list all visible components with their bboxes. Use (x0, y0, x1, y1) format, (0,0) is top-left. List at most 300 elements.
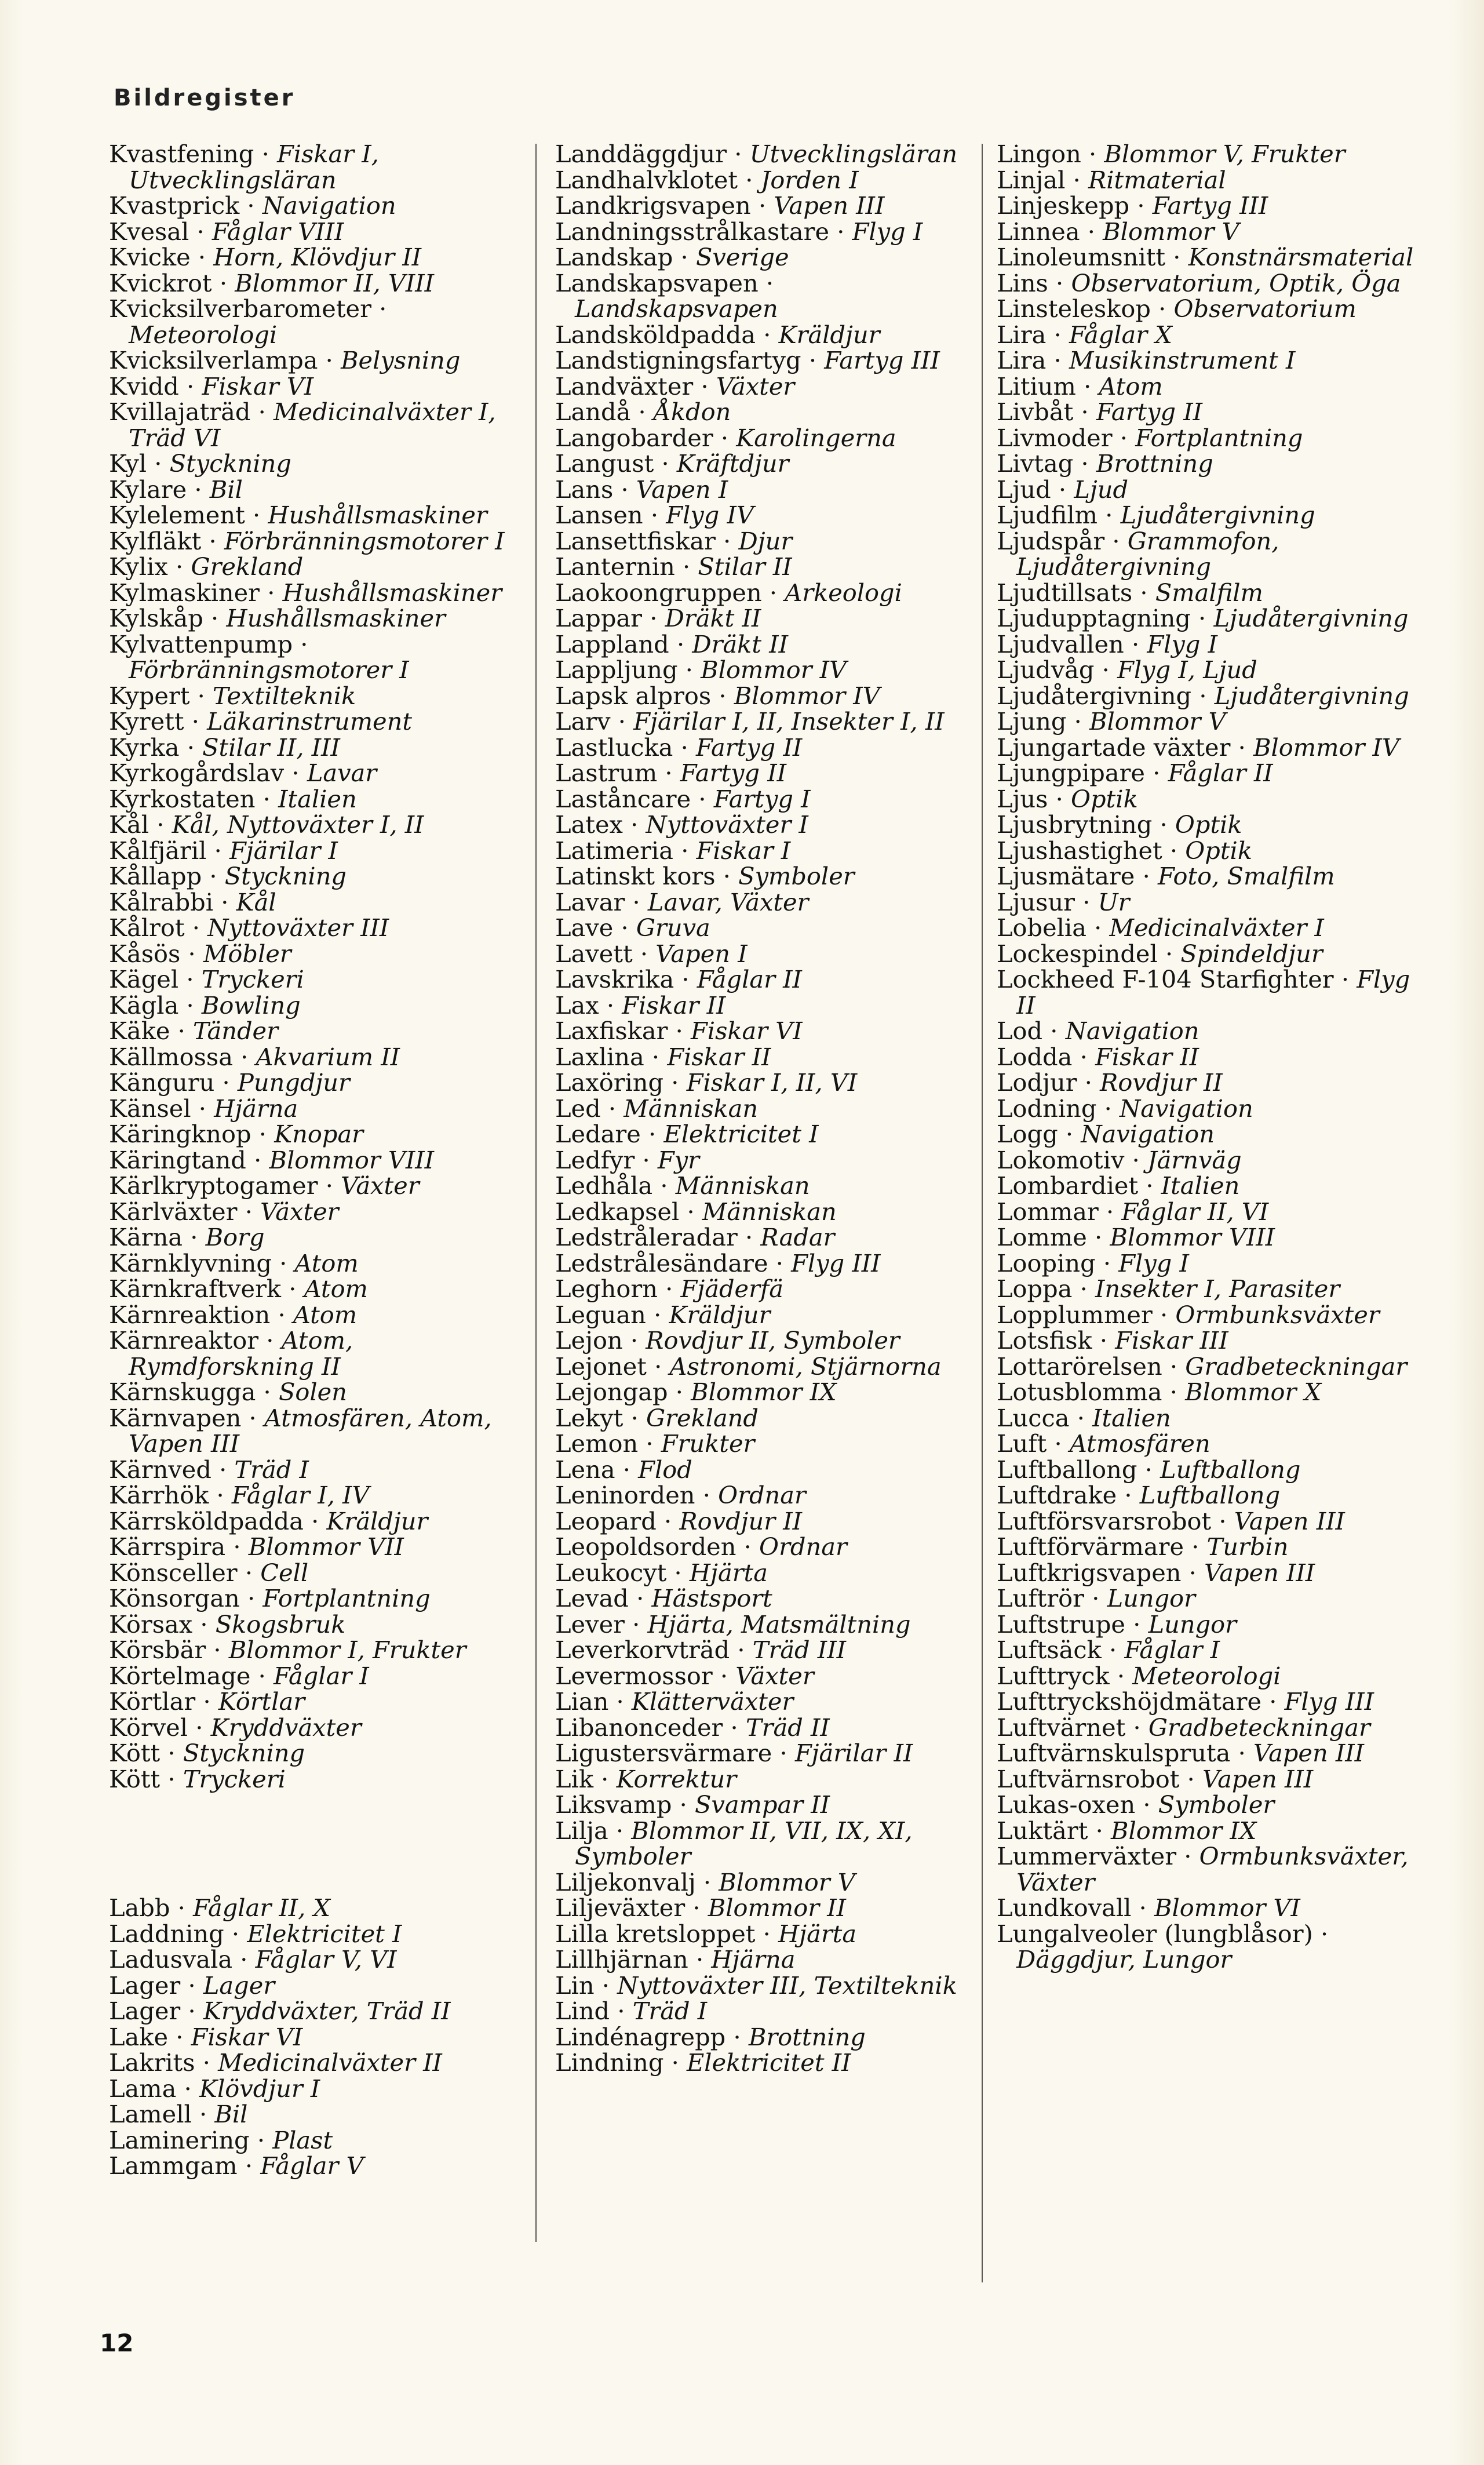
index-entry (997, 1225, 1414, 1251)
entry-separator: · (1069, 1403, 1093, 1432)
entry-references: Kräftdjur (676, 449, 789, 478)
entry-separator: · (237, 2151, 261, 2180)
entry-references: Sverige (695, 243, 789, 271)
entry-separator: · (1075, 887, 1098, 916)
entry-references: Optik (1185, 836, 1252, 865)
entry-separator: · (178, 372, 202, 400)
entry-separator: · (212, 268, 235, 297)
entry-references: Flyg I (1118, 1248, 1189, 1277)
entry-references: Landskapsvapen (575, 294, 778, 323)
index-entry (555, 1483, 972, 1509)
index-entry (997, 941, 1414, 967)
entry-term: Leopoldsorden (555, 1532, 736, 1561)
entry-term: Kvastfening (109, 140, 254, 168)
index-entry (109, 1998, 526, 2025)
entry-term: Lama (109, 2074, 177, 2103)
index-entry (555, 760, 972, 787)
entry-separator: · (1124, 1145, 1147, 1174)
entry-references: Blommor VIII (269, 1145, 435, 1174)
index-entry (997, 348, 1414, 374)
entry-references: Flyg IV (666, 501, 754, 529)
entry-references: Grekland (191, 552, 304, 581)
entry-term: Kärnved (109, 1455, 212, 1484)
index-entry (997, 399, 1414, 425)
entry-term: Lejonet (555, 1352, 647, 1381)
entry-term: Kvicke (109, 243, 191, 271)
entry-separator: · (1184, 1532, 1207, 1561)
index-entry (109, 1044, 526, 1071)
entry-references: Kål, Nyttoväxter I, II (172, 810, 424, 839)
entry-references: Fiskar VI (202, 372, 314, 400)
entry-term: Kyrkogårdslav (109, 759, 285, 787)
entry-references: Växter (716, 372, 795, 400)
entry-term: Litium (997, 372, 1076, 400)
entry-references: Atom, Rymdforskning II (129, 1326, 361, 1381)
entry-term: Livtag (997, 449, 1074, 478)
entry-separator: · (209, 1481, 232, 1509)
index-entry (997, 887, 1414, 916)
index-entry (997, 784, 1414, 813)
entry-references: Atom (293, 1300, 358, 1329)
entry-references: Pungdjur (237, 1068, 350, 1097)
entry-references: Horn, Klövdjur II (213, 243, 422, 271)
entry-references: Grekland (646, 1403, 759, 1432)
entry-references: Däggdjur, Lungor (1016, 1945, 1232, 1974)
index-entry (109, 399, 526, 451)
index-entry (555, 1354, 972, 1380)
entry-references: Tryckeri (183, 1764, 286, 1793)
index-entry (109, 554, 526, 580)
entry-separator: · (1176, 1842, 1199, 1870)
index-entry (109, 629, 526, 684)
column-divider (535, 144, 537, 2242)
entry-separator: · (685, 1894, 708, 1922)
entry-references: Styckning (169, 449, 291, 478)
index-entry (555, 1070, 972, 1096)
entry-separator: · (668, 1017, 691, 1045)
entry-term: Lansen (555, 501, 643, 529)
entry-separator: · (1150, 294, 1174, 323)
entry-term: Ljung (997, 707, 1067, 736)
entry-references: Atom (1099, 372, 1163, 400)
entry-references: Italien (278, 784, 357, 813)
entry-term: Lindénagrepp (555, 2022, 726, 2051)
index-entry (555, 784, 972, 813)
entry-term: Ledstrålesändare (555, 1248, 768, 1277)
entry-separator: · (1051, 475, 1074, 504)
entry-term: Lin (555, 1971, 595, 2000)
entry-references: Fiskar I, Utvecklingsläran (129, 140, 387, 194)
entry-separator: · (622, 810, 646, 839)
entry-separator: · (1230, 1739, 1253, 1767)
entry-term: Lingon (997, 140, 1081, 168)
entry-separator: · (303, 1506, 327, 1535)
entry-references: Arkeologi (785, 578, 902, 607)
index-entry (109, 1483, 526, 1509)
entry-term: Ljusur (997, 887, 1075, 916)
index-entry (109, 993, 526, 1019)
entry-separator: · (188, 1713, 211, 1742)
index-entry (555, 1867, 972, 1896)
entry-term: Lockheed F-104 Starfighter (997, 965, 1334, 993)
entry-term: Källmossa (109, 1042, 233, 1071)
entry-separator: · (237, 1197, 261, 1226)
entry-separator: · (214, 1068, 238, 1097)
entry-separator: · (756, 320, 779, 349)
entry-term: Könsorgan (109, 1584, 240, 1612)
entry-term: Laminering (109, 2125, 250, 2154)
entry-separator: · (256, 1378, 279, 1406)
entry-separator: · (203, 604, 227, 632)
entry-term: Lemon (555, 1429, 639, 1458)
entry-term: Linjeskepp (997, 191, 1130, 220)
entry-term: Lammgam (109, 2151, 238, 2180)
entry-references: Träd III (752, 1636, 846, 1664)
index-entry (555, 1225, 972, 1251)
entry-term: Logg (997, 1120, 1058, 1148)
entry-term: Liksvamp (555, 1790, 672, 1819)
entry-term: Lomme (997, 1223, 1087, 1251)
entry-term: Livmoder (997, 423, 1113, 452)
entry-references: Optik (1071, 784, 1138, 813)
index-entry (555, 193, 972, 219)
entry-references: Järnväg (1147, 1145, 1242, 1174)
entry-references: Atom (304, 1275, 368, 1303)
entry-separator: · (260, 578, 283, 607)
entry-term: Langust (555, 449, 654, 478)
entry-references: Musikinstrument I (1069, 346, 1296, 374)
entry-separator: · (1333, 965, 1357, 993)
entry-references: Fjärilar I (229, 836, 338, 865)
entry-separator: · (593, 1764, 617, 1793)
entry-term: Leninorden (555, 1481, 695, 1509)
index-entry (109, 2153, 526, 2179)
entry-term: Kålfjäril (109, 836, 207, 865)
entry-references: Observatorium, Optik, Öga (1071, 268, 1401, 297)
entry-term: Ljungpipare (997, 759, 1145, 787)
index-entry (555, 1764, 972, 1793)
entry-references: Fåglar II (697, 965, 802, 993)
index-entry (109, 887, 526, 916)
entry-term: Lapsk alpros (555, 681, 712, 710)
entry-term: Ljudåtergivning (997, 681, 1192, 710)
entry-references: Dräkt II (665, 604, 761, 632)
index-entry (109, 1741, 526, 1767)
entry-separator: · (1086, 913, 1110, 942)
index-entry (109, 374, 526, 400)
entry-references: Fiskar II (667, 1042, 771, 1071)
index-entry (109, 1379, 526, 1406)
index-entry (997, 760, 1414, 787)
entry-term: Laxlina (555, 1042, 644, 1071)
entry-separator: · (1165, 243, 1188, 271)
entry-references: Ritmaterial (1088, 165, 1226, 194)
index-entry (555, 399, 972, 425)
entry-separator: · (250, 1661, 274, 1690)
entry-separator: · (1075, 372, 1099, 400)
entry-separator: · (638, 1429, 661, 1458)
index-entry (109, 1122, 526, 1148)
entry-references: Lungor (1148, 1610, 1237, 1639)
entry-references: Nyttoväxter I (646, 810, 808, 839)
index-entry (555, 1122, 972, 1148)
entry-term: Lansettfiskar (555, 526, 716, 555)
entry-separator: · (613, 475, 636, 504)
entry-separator: · (677, 656, 701, 684)
entry-references: Rovdjur II (1100, 1068, 1223, 1097)
entry-separator: · (1137, 1455, 1161, 1484)
index-entry (555, 1715, 972, 1741)
entry-separator: · (1135, 1790, 1158, 1819)
index-entry (997, 503, 1414, 529)
entry-separator: · (1101, 1636, 1125, 1664)
entry-term: Leverkorvträd (555, 1636, 730, 1664)
entry-separator: · (768, 1248, 792, 1277)
index-entry (555, 477, 972, 503)
entry-separator: · (170, 1017, 194, 1045)
entry-term: Lokomotiv (997, 1145, 1125, 1174)
entry-references: Blommor X (1185, 1378, 1322, 1406)
entry-term: Körsax (109, 1610, 193, 1639)
index-entry (555, 1973, 972, 1999)
entry-separator: · (1162, 1378, 1186, 1406)
entry-term: Landsköldpadda (555, 320, 756, 349)
entry-separator: · (1094, 656, 1118, 684)
index-entry (555, 1506, 972, 1535)
index-entry (555, 864, 972, 890)
entry-term: Kål (109, 810, 150, 839)
entry-separator: · (758, 268, 782, 297)
entry-term: Ljusbrytning (997, 810, 1153, 839)
entry-references: Styckning (224, 862, 347, 890)
entry-term: Lavar (555, 887, 625, 916)
index-entry (555, 526, 972, 555)
entry-references: Lavar, Växter (647, 887, 809, 916)
entry-references: Människan (675, 1171, 810, 1200)
entry-separator: · (695, 1867, 719, 1896)
entry-term: Libanonceder (555, 1713, 723, 1742)
entry-term: Luft (997, 1429, 1047, 1458)
index-entry (109, 219, 526, 245)
index-entry (555, 993, 972, 1019)
entry-separator: · (673, 733, 696, 762)
index-entry (997, 1663, 1414, 1690)
index-entry (109, 1145, 526, 1174)
entry-references: Körtlar (218, 1687, 305, 1716)
entry-term: Luftdrake (997, 1481, 1117, 1509)
entry-separator: · (594, 1971, 618, 2000)
entry-references: Flyg I (852, 217, 923, 246)
entry-references: Flyg II (1016, 965, 1418, 1020)
entry-term: Landstigningsfartyg (555, 346, 801, 374)
index-entry (555, 268, 972, 323)
entry-term: Käringknop (109, 1120, 251, 1148)
entry-references: Fiskar I (696, 836, 791, 865)
entry-separator: · (608, 1816, 632, 1845)
entry-term: Luftvärnsrobot (997, 1764, 1180, 1793)
entry-separator: · (1312, 1919, 1336, 1948)
entry-separator: · (189, 681, 213, 710)
index-entry (555, 812, 972, 838)
entry-references: Bowling (201, 991, 301, 1020)
entry-references: Lager (203, 1971, 275, 2000)
entry-separator: · (1117, 1481, 1140, 1509)
entry-term: Körvel (109, 1713, 188, 1742)
entry-term: Kålrabbi (109, 887, 214, 916)
index-entry (109, 760, 526, 787)
index-entry (997, 1741, 1414, 1767)
entry-references: Vapen III (1202, 1764, 1314, 1793)
entry-references: Ljudåtergivning (1120, 501, 1315, 529)
entry-separator: · (168, 2022, 191, 2051)
entry-separator: · (1048, 784, 1071, 813)
index-entry (997, 1560, 1414, 1586)
index-entry (555, 1663, 972, 1690)
entry-term: Luftkrigsvapen (997, 1558, 1182, 1587)
entry-references: Radar (760, 1223, 835, 1251)
entry-separator: · (1065, 165, 1089, 194)
entry-separator: · (1080, 217, 1103, 246)
entry-separator: · (642, 604, 665, 632)
entry-separator: · (688, 1945, 712, 1974)
entry-references: Brottning (1096, 449, 1213, 478)
entry-term: Linsteleskop (997, 294, 1151, 323)
index-entry (555, 915, 972, 941)
entry-term: Lavett (555, 939, 633, 968)
entry-separator: · (224, 1919, 247, 1948)
index-entry (109, 348, 526, 374)
entry-term: Luktärt (997, 1816, 1088, 1845)
entry-term: Lastlucka (555, 733, 673, 762)
entry-term: Laddning (109, 1919, 224, 1948)
entry-separator: · (646, 1300, 669, 1329)
entry-references: Jorden I (760, 165, 859, 194)
entry-references: Träd I (234, 1455, 309, 1484)
entry-references: Rovdjur II, Symboler (646, 1326, 900, 1355)
entry-references: Foto, Smalfilm (1157, 862, 1335, 890)
entry-separator: · (761, 578, 785, 607)
entry-separator: · (180, 1997, 203, 2025)
entry-separator: · (206, 1636, 229, 1664)
entry-separator: · (1096, 1094, 1120, 1123)
index-entry (555, 1173, 972, 1199)
entry-separator: · (195, 2048, 218, 2077)
index-entry (997, 165, 1414, 194)
index-entry (109, 1506, 526, 1535)
entry-references: Brottning (748, 2022, 866, 2051)
entry-references: Ur (1097, 887, 1130, 916)
entry-references: Medicinalväxter I, Träd VI (129, 398, 504, 452)
entry-term: Kärnreaktion (109, 1300, 271, 1329)
index-entry (109, 1973, 526, 1999)
entry-separator: · (1132, 578, 1155, 607)
entry-term: Ljungartade växter (997, 733, 1231, 762)
index-column-1 (109, 141, 526, 2179)
entry-references: Vapen I (636, 475, 728, 504)
entry-separator: · (183, 1223, 206, 1251)
index-entry (997, 606, 1414, 632)
entry-separator: · (669, 629, 692, 658)
entry-separator: · (654, 449, 677, 478)
entry-references: Elektricitet II (687, 2048, 851, 2077)
entry-term: Lockespindel (997, 939, 1158, 968)
index-entry (109, 1560, 526, 1586)
entry-separator: · (625, 887, 648, 916)
entry-separator: · (1211, 1506, 1234, 1535)
entry-separator: · (225, 1532, 249, 1561)
entry-references: Styckning (183, 1739, 305, 1767)
entry-references: Hushållsmaskiner (282, 578, 502, 607)
entry-term: Latimeria (555, 836, 674, 865)
index-entry (555, 322, 972, 348)
entry-term: Luftvärnet (997, 1713, 1126, 1742)
index-entry (555, 1431, 972, 1457)
entry-term: Liljekonvalj (555, 1867, 696, 1896)
index-entry (555, 1998, 972, 2025)
entry-separator: · (1095, 1248, 1119, 1277)
entry-term: Kvicksilverlampa (109, 346, 318, 374)
entry-references: Luftballong (1160, 1455, 1301, 1484)
index-entry (109, 1070, 526, 1096)
index-entry (109, 941, 526, 967)
entry-separator: · (1190, 604, 1214, 632)
entry-references: Elektricitet I (663, 1120, 819, 1148)
entry-references: Ormbunksväxter (1175, 1300, 1380, 1329)
entry-term: Lian (555, 1687, 609, 1716)
entry-separator: · (772, 1739, 795, 1767)
index-entry (997, 193, 1414, 219)
index-entry (555, 2050, 972, 2076)
entry-term: Kyrett (109, 707, 184, 736)
group-spacer (109, 1792, 526, 1895)
entry-separator: · (1048, 268, 1071, 297)
entry-term: Kyrka (109, 733, 180, 762)
entry-term: Kyrkostaten (109, 784, 256, 813)
entry-references: Medicinalväxter II (218, 2048, 442, 2077)
entry-separator: · (615, 1455, 639, 1484)
entry-references: Blommor V (719, 1867, 855, 1896)
index-entry (997, 1715, 1414, 1741)
page-header: Bildregister (114, 85, 296, 111)
entry-references: Fjäderfä (680, 1275, 784, 1303)
index-entry (997, 1199, 1414, 1225)
entry-term: Ligustersvärmare (555, 1739, 772, 1767)
entry-references: Navigation (262, 191, 396, 220)
index-entry (997, 451, 1414, 477)
entry-references: Åkdon (653, 398, 731, 426)
entry-references: Blommor II, VIII (235, 268, 434, 297)
entry-separator: · (723, 1713, 746, 1742)
entry-separator: · (318, 1171, 341, 1200)
index-entry (997, 1096, 1414, 1122)
entry-references: Italien (1092, 1403, 1171, 1432)
entry-term: Lufttryckshöjdmätare (997, 1687, 1262, 1716)
entry-separator: · (673, 243, 696, 271)
entry-references: Fåglar VIII (212, 217, 344, 246)
entry-term: Lilla kretsloppet (555, 1919, 756, 1948)
index-entry (997, 735, 1414, 761)
entry-separator: · (1042, 1017, 1066, 1045)
entry-term: Lindning (555, 2048, 664, 2077)
entry-separator: · (1157, 939, 1181, 968)
entry-separator: · (201, 526, 224, 555)
entry-term: Langobarder (555, 423, 713, 452)
entry-references: Karolingerna (736, 423, 896, 452)
index-entry (109, 268, 526, 297)
entry-references: Kräldjur (778, 320, 880, 349)
entry-separator: · (608, 1687, 632, 1716)
entry-references: Fortplantning (1135, 423, 1303, 452)
